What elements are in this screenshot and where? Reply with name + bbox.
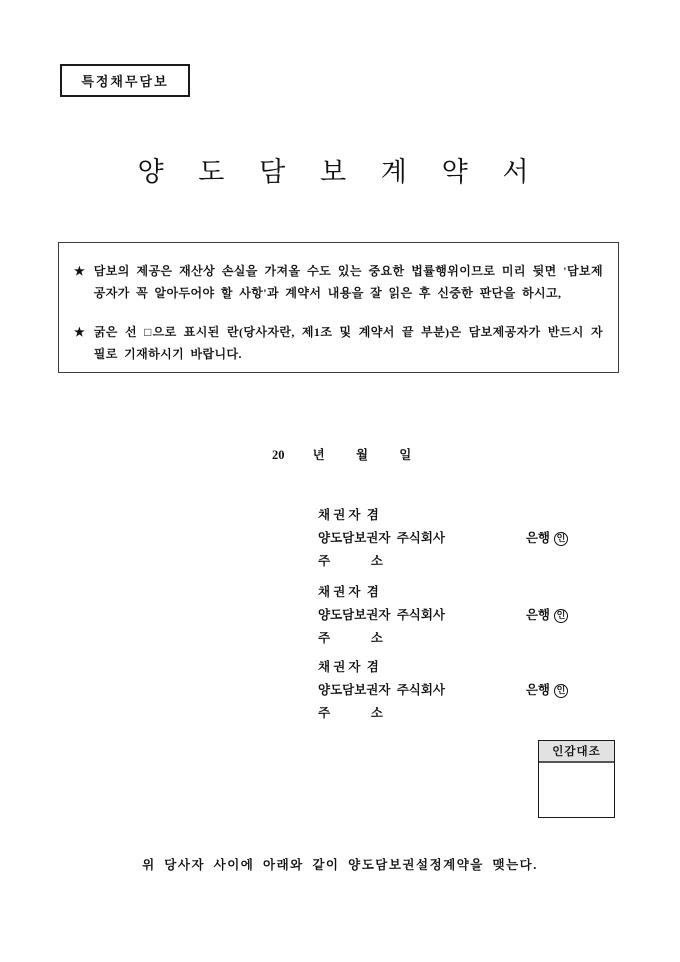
bank-label: 은행	[525, 608, 550, 622]
notice-item	[74, 260, 603, 304]
seal-comparison-box	[538, 740, 615, 818]
notice-item	[74, 321, 603, 365]
party-address-label: 주 소	[318, 554, 383, 568]
star-bullet-icon: ★	[74, 264, 85, 278]
party-holder-line	[318, 527, 568, 550]
party-address-label: 주 소	[318, 631, 383, 645]
bank-label: 은행	[525, 683, 550, 697]
star-bullet-icon: ★	[74, 325, 85, 339]
document-title: 양 도 담 보 계 약 서	[137, 157, 543, 187]
bank-signature-group	[526, 527, 568, 550]
date-line: 20 년 월 일	[272, 448, 412, 462]
document-type-badge-label: 특정채무담보	[81, 74, 169, 89]
party-block-2	[318, 581, 568, 650]
seal-comparison-header: 인감대조	[539, 741, 614, 763]
party-role-label: 채 권 자 겸	[318, 508, 379, 522]
seal-mark-icon: 인	[554, 532, 568, 546]
party-holder-label: 양도담보권자 주식회사	[318, 531, 446, 545]
party-holder-label: 양도담보권자 주식회사	[318, 608, 446, 622]
party-block-3	[318, 656, 568, 725]
seal-mark-icon: 인	[554, 684, 568, 698]
party-address-label: 주 소	[318, 706, 383, 720]
closing-sentence: 위 당사자 사이에 아래와 같이 양도담보권설정계약을 맺는다.	[142, 858, 538, 872]
party-holder-label: 양도담보권자 주식회사	[318, 683, 446, 697]
notice-text-2: 굵은 선 □으로 표시된 란(당사자란, 제1조 및 계약서 끝 부분)은 담보제공자가 반드시 자필로 기재하시기 바랍니다.	[93, 325, 603, 361]
party-role-label: 채 권 자 겸	[318, 660, 379, 674]
notice-text-1: 담보의 제공은 재산상 손실을 가져올 수도 있는 중요한 법률행위이므로 미리 뒷면 '담보제공자가 꼭 알아두어야 할 사항'과 계약서 내용을 잘 읽은 후 신중한 판단을 하시고,	[93, 264, 603, 300]
seal-comparison-empty-area	[539, 763, 614, 817]
document-type-badge	[60, 64, 190, 97]
seal-mark-icon: 인	[554, 609, 568, 623]
party-block-1	[318, 504, 568, 573]
party-holder-line	[318, 679, 568, 702]
bank-signature-group	[526, 679, 568, 702]
bank-signature-group	[526, 604, 568, 627]
party-holder-line	[318, 604, 568, 627]
notice-box	[58, 242, 619, 373]
party-role-label: 채 권 자 겸	[318, 585, 379, 599]
bank-label: 은행	[525, 531, 550, 545]
